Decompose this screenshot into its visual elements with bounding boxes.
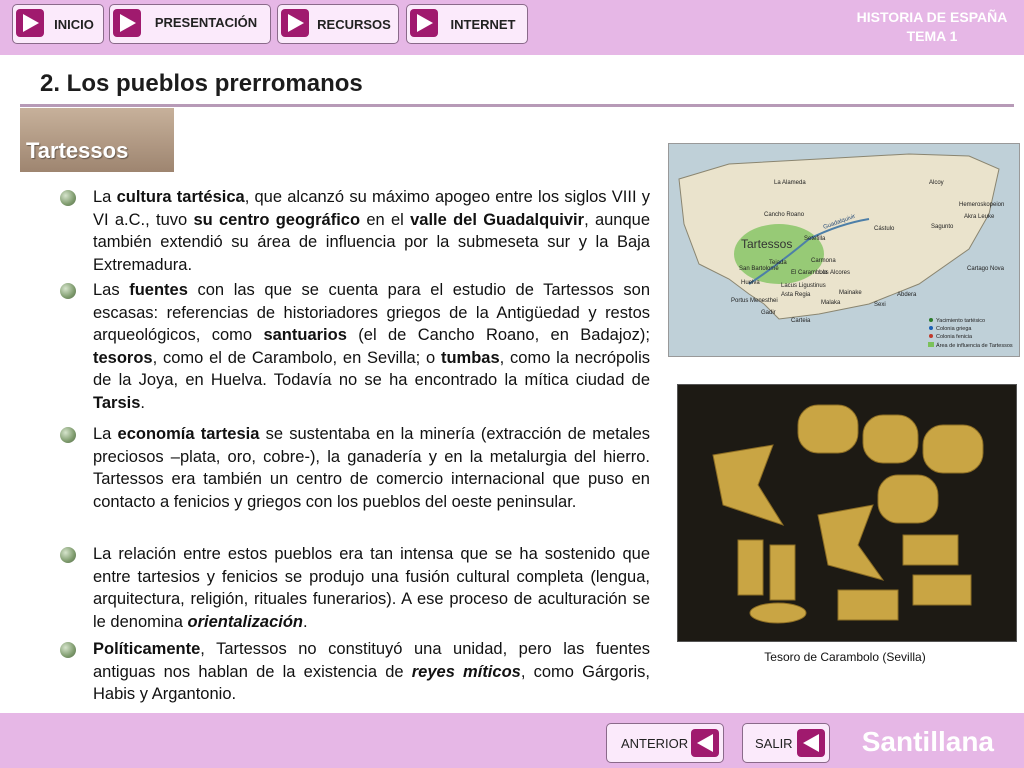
bullet-icon [60, 642, 76, 658]
play-arrow-icon [281, 9, 309, 37]
map-place-label: Gadir [761, 310, 776, 316]
nav-recursos-label: RECURSOS [317, 17, 391, 32]
nav-recursos-button[interactable] [277, 4, 399, 44]
bullet-icon [60, 547, 76, 563]
emphasized-text: tumbas [440, 348, 500, 367]
play-arrow-icon [16, 9, 44, 37]
text-segment: , Tartessos no constituyó una unidad, pero las fuentes antiguas nos hablan de la existencia de [93, 640, 650, 681]
map-place-label: Cástulo [874, 226, 895, 232]
title-divider [20, 104, 1014, 107]
text-segment: en el [360, 210, 411, 229]
map-legend-item: Yacimiento tartésico [936, 318, 986, 324]
anterior-button[interactable] [606, 723, 724, 763]
map-place-label: Cancho Roano [764, 212, 805, 218]
map-place-label: La Alameda [774, 180, 806, 186]
section-tab-label: Tartessos [26, 138, 129, 163]
treasure-image [678, 385, 1016, 641]
map-place-label: Setefilla [804, 236, 826, 242]
bullet-icon [60, 427, 76, 443]
text-segment: . [140, 393, 145, 412]
map-place-label: Portus Menesthei [731, 298, 778, 304]
text-segment: , que alcanzó su máximo apogeo entre los siglos VIII y VI a.C., tuvo [93, 188, 650, 229]
play-arrow-icon [113, 9, 141, 37]
emphasized-text: Políticamente [93, 640, 201, 658]
tartessos-map [668, 143, 1020, 357]
bullet-icon [60, 190, 76, 206]
paragraph [60, 279, 650, 414]
emphasized-text: reyes míticos [411, 662, 521, 681]
text-segment: La [93, 188, 117, 206]
map-legend-item: Colonia griega [936, 326, 972, 332]
course-unit: TEMA 1 [906, 28, 958, 44]
map-place-label: Carteia [791, 318, 811, 324]
paragraph-text [93, 186, 650, 276]
map-place-label: Hemeroskopeion [959, 202, 1005, 208]
paragraph-text [93, 279, 650, 414]
emphasized-text: economía tartesia [117, 425, 260, 443]
nav-presentacion-button[interactable] [109, 4, 271, 44]
map-legend-item: Colonia fenicia [936, 334, 973, 340]
text-segment: , como Gárgoris, Habis y Argantonio. [93, 662, 650, 703]
map-place-label: El Carambolo [791, 270, 828, 276]
map-place-label: Mainake [839, 290, 862, 296]
carambolo-treasure-photo [677, 384, 1017, 642]
paragraph-text [93, 638, 650, 706]
text-segment: La relación entre estos pueblos era tan intensa que se ha sostenido que entre tartesios y fenicios se produjo una fusión cultural completa (lengua, arquitectura, religión, rituales funerarios). A ese proceso de aculturación se le denomina [93, 545, 650, 631]
emphasized-text: tesoros [93, 348, 153, 367]
anterior-label: ANTERIOR [621, 736, 689, 751]
map-river-label: Guadalquivir [822, 213, 857, 231]
map-graphic [669, 144, 1019, 356]
map-place-label: Alcoy [929, 180, 944, 186]
back-arrow-icon [691, 729, 719, 757]
section-tab [20, 108, 174, 172]
paragraph [60, 423, 650, 513]
emphasized-text: valle del Guadalquivir [410, 210, 585, 229]
nav-internet-label: INTERNET [450, 17, 516, 32]
text-segment: (el de Cancho Roano, en Badajoz); [346, 326, 650, 344]
paragraph [60, 186, 650, 276]
map-place-label: Huelva [741, 280, 760, 286]
nav-presentacion-label: PRESENTACIÓN [154, 15, 258, 30]
map-place-label: Akra Leuke [964, 214, 995, 220]
map-place-label: Sagunto [931, 224, 954, 230]
emphasized-text: cultura tartésica [116, 188, 245, 206]
nav-internet-button[interactable] [406, 4, 528, 44]
map-region-label: Tartessos [741, 237, 793, 251]
salir-label: SALIR [755, 736, 793, 751]
map-place-label: Cartago Nova [967, 266, 1005, 272]
text-segment: se sustentaba en la minería (extracción de metales preciosos –plata, oro, cobre-), la ganadería y en la metalurgia del hierro. Tartessos era también un centro de comercio internacional que puso en contacto a fenicios y griegos con los pueblos del oeste peninsular. [93, 425, 651, 511]
map-place-label: Los Alcores [819, 270, 851, 276]
play-arrow-icon [410, 9, 438, 37]
map-place-label: Abdera [897, 292, 917, 298]
nav-inicio-label: INICIO [54, 17, 94, 32]
paragraph [60, 543, 650, 633]
course-title: HISTORIA DE ESPAÑA [856, 9, 1008, 25]
map-place-label: Asta Regia [781, 292, 811, 298]
map-place-label: Malaka [821, 300, 841, 306]
bullet-icon [60, 283, 76, 299]
text-segment: con las que se cuenta para el estudio de Tartessos son escasas: referencias de historiadores griegos de la Antigüedad y restos arqueológicos, como [93, 281, 650, 344]
map-place-label: Carmona [811, 258, 836, 264]
publisher-logo: Santillana [861, 726, 994, 757]
emphasized-text: santuarios [263, 326, 347, 344]
course-brand [832, 8, 1024, 46]
map-place-label: Sexi [874, 302, 886, 308]
text-segment: , como la necrópolis de la Joya, en Huelva. Todavía no se ha encontrado la mítica ciudad de [93, 348, 650, 389]
text-segment: , aunque también extendió su área de influencia por la submeseta sur y la Baja Extremadura. [93, 210, 651, 274]
emphasized-text: orientalización [187, 612, 304, 631]
salir-button[interactable] [742, 723, 830, 763]
text-segment: La [93, 425, 118, 443]
emphasized-text: Tarsis [93, 393, 141, 412]
map-legend-item: Área de influencia de Tartessos [936, 343, 1013, 349]
text-segment: , como el de Carambolo, en Sevilla; o [152, 348, 441, 367]
nav-inicio-button[interactable] [12, 4, 104, 44]
map-place-label: San Bartolomé [739, 266, 779, 272]
paragraph-text [93, 543, 650, 633]
paragraph [60, 638, 650, 706]
photo-caption: Tesoro de Carambolo (Sevilla) [764, 650, 926, 664]
back-arrow-icon [797, 729, 825, 757]
map-place-label: Lacus Ligustinus [781, 283, 826, 289]
emphasized-text: fuentes [129, 281, 188, 299]
text-segment: Las [93, 281, 130, 299]
text-segment: . [303, 612, 308, 631]
emphasized-text: su centro geográfico [193, 210, 361, 229]
map-place-label: Tejada [769, 260, 787, 266]
paragraph-text [93, 423, 650, 513]
page-title: 2. Los pueblos prerromanos [40, 70, 363, 97]
